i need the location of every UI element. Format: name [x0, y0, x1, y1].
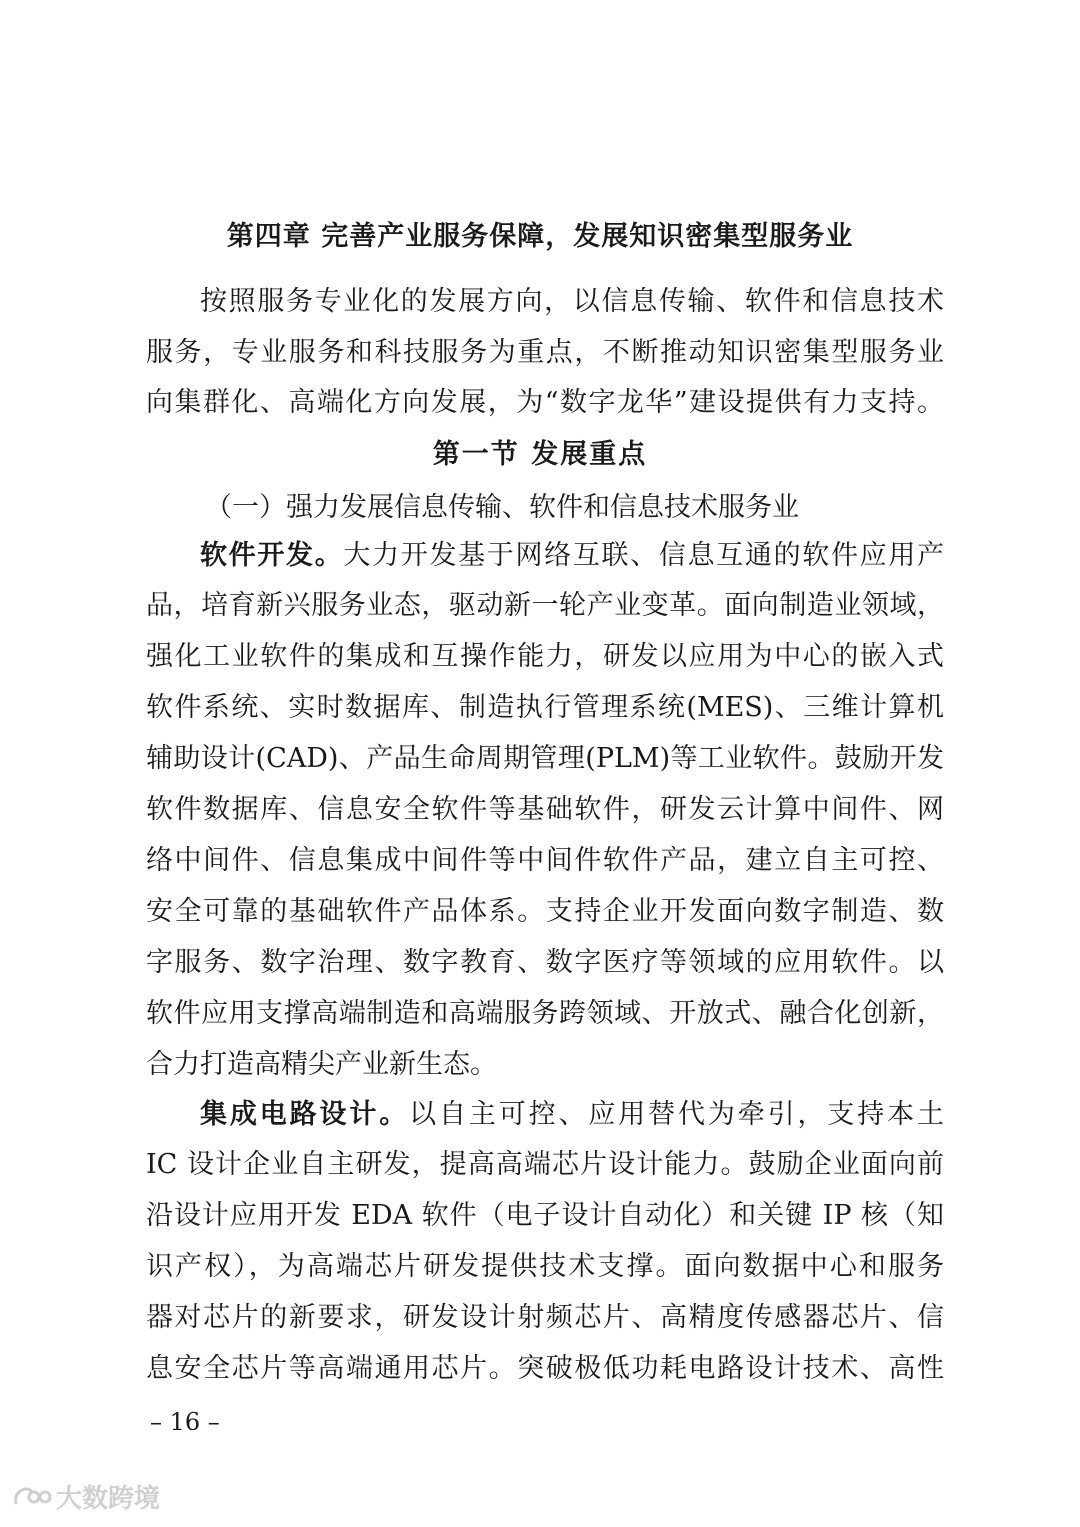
watermark: [12, 1478, 160, 1515]
software-line: 软件应用支撑高端制造和高端服务跨领域、开放式、融合化创新，: [146, 998, 944, 1029]
software-line: 安全可靠的基础软件产品体系。支持企业开发面向数字制造、数: [146, 896, 944, 927]
software-line: 络中间件、信息集成中间件等中间件软件产品，建立自主可控、: [146, 845, 944, 876]
software-line: 品，培育新兴服务业态，驱动新一轮产业变革。面向制造业领域，: [146, 590, 944, 621]
software-line: 软件数据库、信息安全软件等基础软件，研发云计算中间件、网: [146, 794, 944, 825]
ic-line: 沿设计应用开发 EDA 软件（电子设计自动化）和关键 IP 核（知: [146, 1200, 944, 1231]
ic-lead: 集成电路设计。: [200, 1099, 410, 1130]
software-line: 字服务、数字治理、数字教育、数字医疗等领域的应用软件。以: [146, 947, 944, 978]
watermark-logo-icon: [12, 1484, 52, 1510]
software-line: 合力打造高精尖产业新生态。: [146, 1049, 497, 1080]
ic-line: 息安全芯片等高端通用芯片。突破极低功耗电路设计技术、高性: [146, 1353, 944, 1384]
ic-line: IC 设计企业自主研发，提高高端芯片设计能力。鼓励企业面向前: [146, 1149, 944, 1180]
software-lead: 软件开发。: [200, 540, 344, 571]
software-line: 辅助设计(CAD)、产品生命周期管理(PLM)等工业软件。鼓励开发: [146, 743, 944, 774]
intro-line: 服务，专业服务和科技服务为重点，不断推动知识密集型服务业: [146, 337, 944, 368]
intro-line: 向集群化、高端化方向发展，为“数字龙华”建设提供有力支持。: [146, 387, 944, 418]
sub-heading: （一）强力发展信息传输、软件和信息技术服务业: [205, 492, 799, 523]
software-first-rest: 大力开发基于网络互联、信息互通的软件应用产: [343, 540, 944, 571]
software-first-line: [200, 536, 944, 576]
intro-line: 按照服务专业化的发展方向，以信息传输、软件和信息技术: [200, 286, 944, 317]
page-number: – 16 –: [150, 1408, 220, 1436]
ic-line: 识产权），为高端芯片研发提供技术支撑。面向数据中心和服务: [146, 1251, 944, 1282]
software-line: 强化工业软件的集成和互操作能力，研发以应用为中心的嵌入式: [146, 641, 944, 672]
software-line: 软件系统、实时数据库、制造执行管理系统(MES)、三维计算机: [146, 692, 944, 723]
ic-line: 器对芯片的新要求，研发设计射频芯片、高精度传感器芯片、信: [146, 1302, 944, 1333]
ic-first-rest: 以自主可控、应用替代为牵引，支持本土: [409, 1099, 944, 1130]
section-title: 第一节 发展重点: [432, 439, 648, 470]
chapter-title: 第四章 完善产业服务保障，发展知识密集型服务业: [226, 221, 854, 252]
watermark-text: 大数跨境: [56, 1484, 161, 1514]
ic-first-line: [200, 1095, 944, 1135]
